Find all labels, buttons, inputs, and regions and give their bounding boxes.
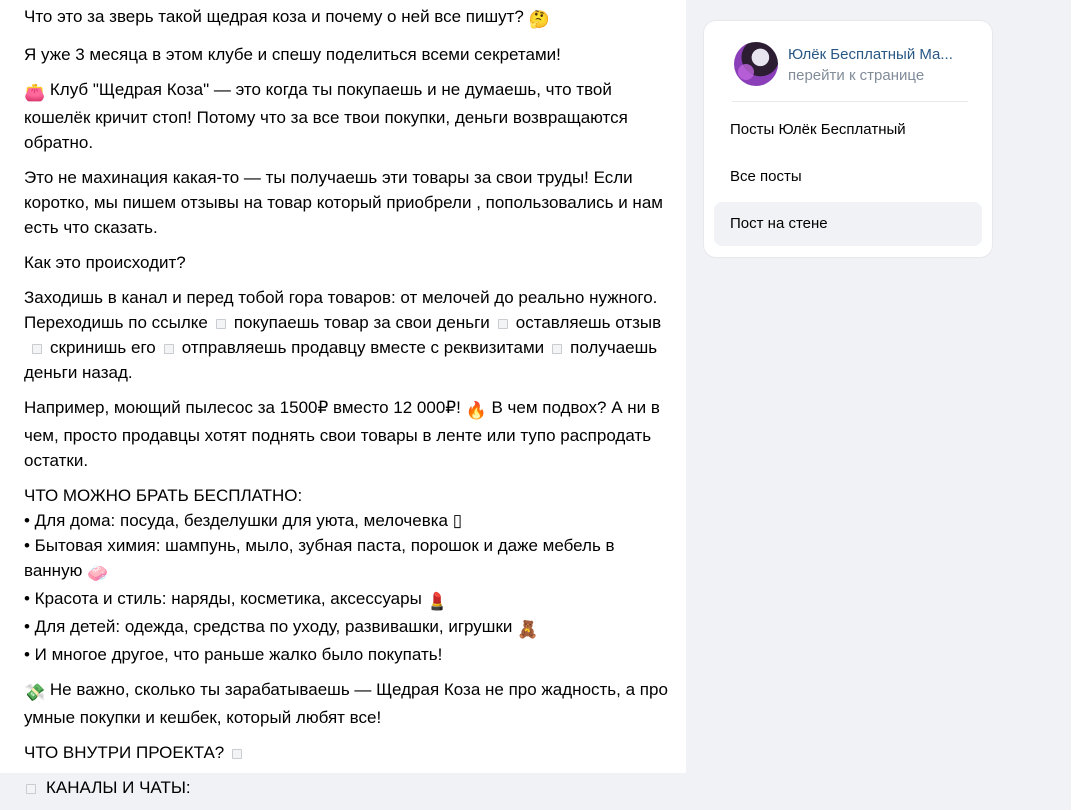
post-paragraph <box>24 285 672 385</box>
post-paragraph <box>24 775 672 800</box>
post-text: Например, моющий пылесос за 1500₽ вместо 12 000₽! <box>24 398 461 417</box>
missing-emoji-icon <box>26 784 36 794</box>
post-text: скринишь его <box>50 338 156 357</box>
menu-item-wall-post[interactable]: Пост на стене <box>714 202 982 246</box>
post-text: отправляешь продавцу вместе с реквизитами <box>181 338 545 357</box>
post-text: КАНАЛЫ И ЧАТЫ: <box>46 778 191 797</box>
missing-emoji-icon <box>32 344 42 354</box>
author-block[interactable] <box>732 42 976 86</box>
list-item: • Для детей: одежда, средства по уходу, развивашки, игрушки <box>24 617 513 636</box>
list-item: • И многое другое, что раньше жалко было покупать! <box>24 645 443 664</box>
post-text: Как это происходит? <box>24 253 186 272</box>
teddy-bear-icon: 🧸 <box>517 620 539 639</box>
post-text: оставляешь отзыв <box>515 313 662 332</box>
missing-emoji-icon <box>216 319 226 329</box>
go-to-page-link[interactable]: перейти к странице <box>788 67 925 84</box>
post-paragraph <box>24 77 672 155</box>
post-text: Это не махинация какая-то — ты получаешь эти товары за свои труды! Если коротко, мы пишем отзывы на товар который приобрели , попользовались и нам есть что сказать. <box>24 168 663 237</box>
post-body <box>24 4 672 810</box>
menu-item-all-posts[interactable]: Все посты <box>730 168 802 185</box>
menu-item-author-posts[interactable]: Посты Юлёк Бесплатный <box>730 121 906 138</box>
soap-icon: 🧼 <box>87 564 109 583</box>
post-text: Что это за зверь такой щедрая коза и почему о ней все пишут? <box>24 7 524 26</box>
avatar[interactable] <box>734 42 778 86</box>
missing-emoji-icon <box>232 749 242 759</box>
post-text: В чем подвох? А ни в чем, просто продавцы хотят поднять свои товары в ленте или тупо распродать остатки. <box>24 398 660 470</box>
post-text: покупаешь товар за свои деньги <box>233 313 490 332</box>
post-paragraph <box>24 4 672 32</box>
post-text: Заходишь в канал и перед тобой гора товаров: от мелочей до реально нужного. Переходишь по ссылке <box>24 288 658 332</box>
post-text: получаешь деньги назад. <box>24 338 658 382</box>
author-card <box>704 21 992 257</box>
missing-emoji-icon <box>498 319 508 329</box>
post-paragraph <box>24 165 672 240</box>
missing-emoji-icon <box>164 344 174 354</box>
divider <box>732 101 968 102</box>
missing-glyph-icon: ▯ <box>452 511 463 530</box>
list-item: • Красота и стиль: наряды, косметика, аксессуары <box>24 589 422 608</box>
post-paragraph <box>24 740 672 765</box>
missing-emoji-icon <box>552 344 562 354</box>
post-paragraph <box>24 395 672 473</box>
post-paragraph <box>24 42 672 67</box>
post-text: ЧТО ВНУТРИ ПРОЕКТА? <box>24 743 225 762</box>
money-icon: 💸 <box>24 683 46 702</box>
author-name[interactable]: Юлёк Бесплатный Ма... <box>788 46 953 63</box>
post-paragraph <box>24 677 672 730</box>
post-text: Клуб "Щедрая Коза" — это когда ты покупаешь и не думаешь, что твой кошелёк кричит стоп! Потому что за все твои покупки, деньги возвращаются обратно. <box>24 80 628 152</box>
list-title: ЧТО МОЖНО БРАТЬ БЕСПЛАТНО: <box>24 486 303 505</box>
post-list <box>24 483 672 667</box>
post-text: Не важно, сколько ты зарабатываешь — Щедрая Коза не про жадность, а про умные покупки и кешбек, который любят все! <box>24 680 668 727</box>
fire-icon: 🔥 <box>465 401 487 420</box>
list-item: • Бытовая химия: шампунь, мыло, зубная паста, порошок и даже мебель в ванную <box>24 536 615 580</box>
thinking-face-icon: 🤔 <box>528 10 550 29</box>
purse-icon: 👛 <box>24 83 46 102</box>
post-paragraph <box>24 250 672 275</box>
lipstick-icon: 💄 <box>426 592 448 611</box>
list-item: • Для дома: посуда, безделушки для уюта, мелочевка <box>24 511 449 530</box>
post-text: Я уже 3 месяца в этом клубе и спешу поделиться всеми секретами! <box>24 45 561 64</box>
